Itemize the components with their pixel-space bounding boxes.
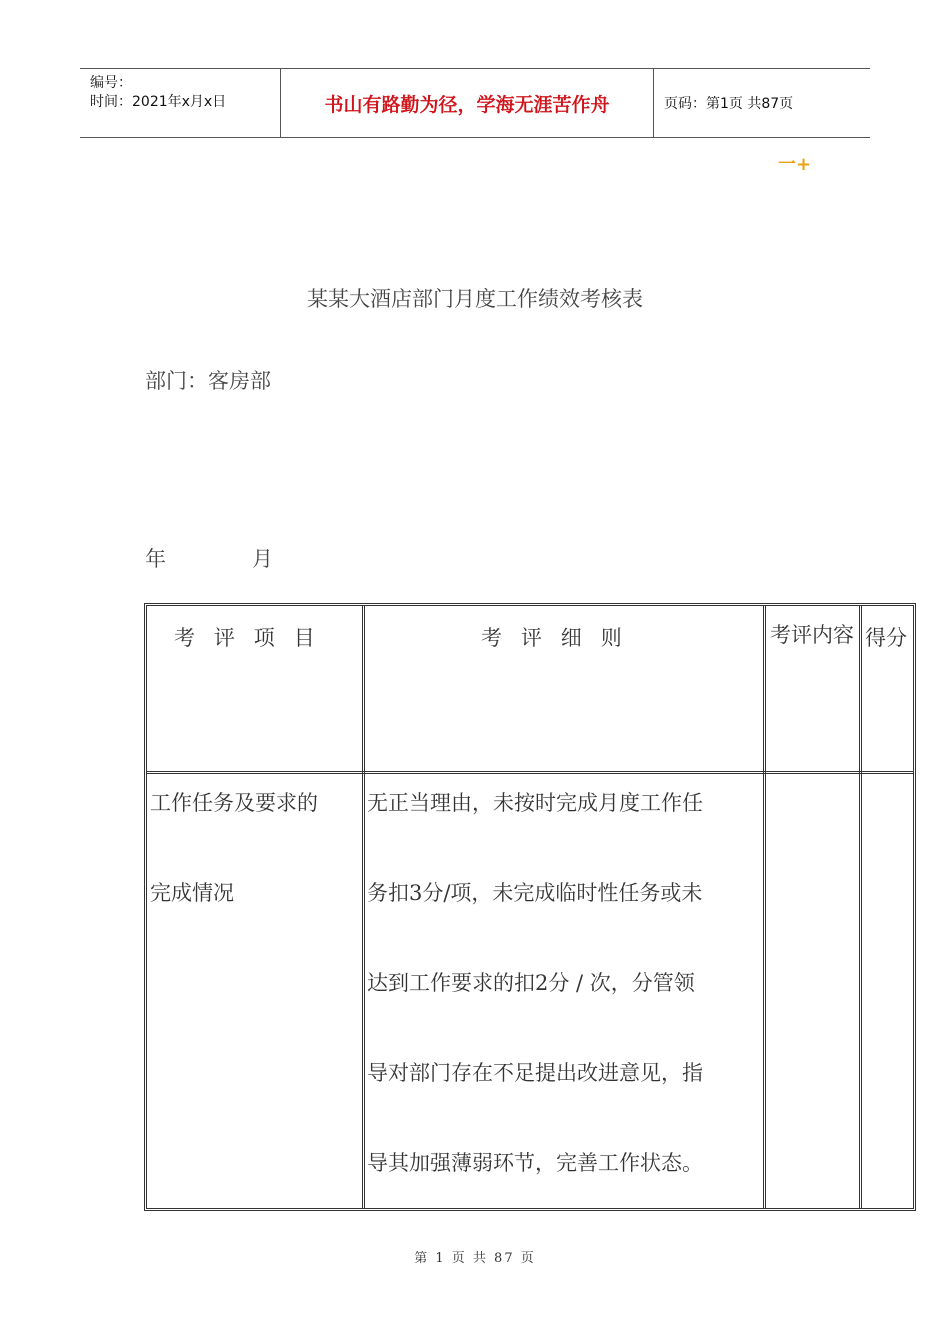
column-divider — [362, 606, 365, 1208]
document-title: 某某大酒店部门月度工作绩效考核表 — [307, 287, 643, 311]
row-item-line: 完成情况 — [150, 881, 234, 905]
page-info: 页码：第1页 共87页 — [664, 96, 794, 112]
number-label: 编号： — [90, 75, 132, 91]
header-score: 得分 — [865, 626, 907, 650]
evaluation-table — [144, 603, 916, 1211]
header-item: 考评项目 — [174, 626, 334, 650]
department-label: 部门：客房部 — [145, 369, 271, 393]
header-meta — [80, 69, 281, 137]
header-page-cell — [654, 69, 870, 137]
row-detail-line: 达到工作要求的扣2分 / 次，分管领 — [367, 971, 695, 995]
row-detail — [367, 758, 762, 1208]
page-header — [80, 68, 870, 138]
row-item-line: 工作任务及要求的 — [150, 791, 318, 815]
time-label: 时间：2021年x月x日 — [90, 94, 227, 110]
year-label: 年 — [145, 547, 166, 571]
row-detail-line: 无正当理由，未按时完成月度工作任 — [367, 791, 703, 815]
row-detail-line: 导其加强薄弱环节，完善工作状态。 — [367, 1151, 703, 1175]
row-detail-line: 导对部门存在不足提出改进意见，指 — [367, 1061, 703, 1085]
column-divider — [859, 606, 862, 1208]
column-divider — [763, 606, 766, 1208]
month-label: 月 — [252, 547, 273, 571]
page-footer: 第 1 页 共 87 页 — [414, 1251, 536, 1266]
header-content: 考评内容 — [770, 623, 854, 647]
corner-mark: 一+ — [778, 154, 812, 175]
header-detail: 考评细则 — [481, 626, 641, 650]
row-item — [150, 758, 360, 938]
motto-text: 书山有路勤为径，学海无涯苦作舟 — [324, 93, 610, 116]
header-motto-cell — [281, 69, 654, 137]
row-detail-line: 务扣3分/项，未完成临时性任务或未 — [367, 881, 703, 905]
